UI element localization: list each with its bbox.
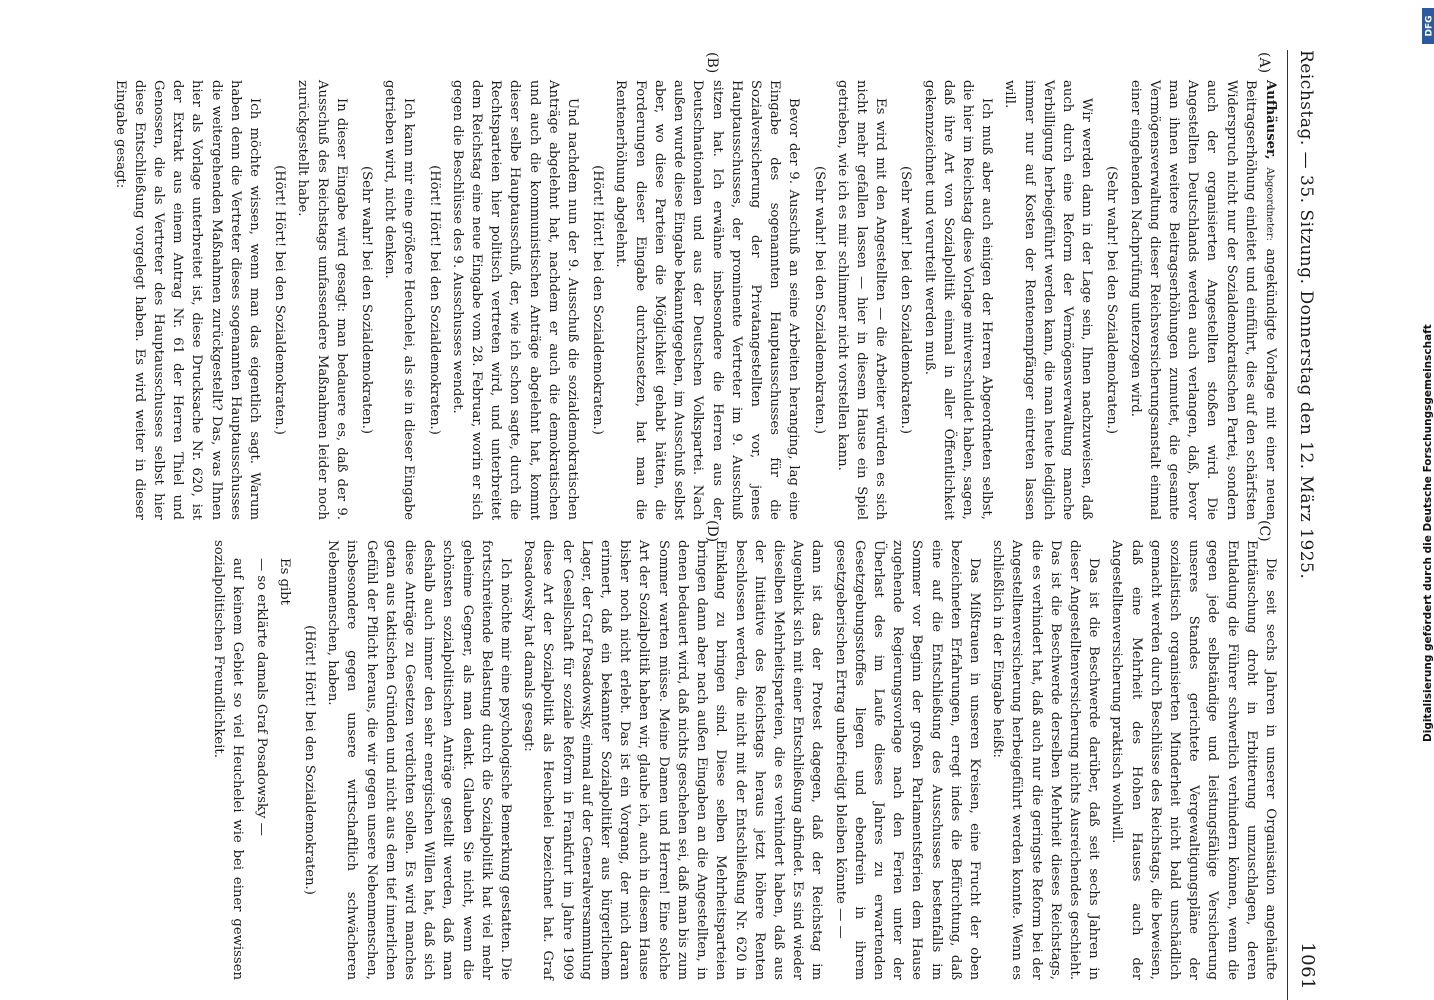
right-column [205, 540, 1280, 980]
speaker-name: Aufhäuser, [1263, 80, 1278, 160]
digitization-credit: Digitalisierung gefördert durch die Deutsche Forschungsgemeinschaft [1422, 324, 1434, 742]
interjection: (Hört! Hört! bei den Sozialdemokraten.) [426, 165, 442, 435]
interjection: (Hört! Hört! bei den Sozialdemokraten.) [590, 165, 606, 435]
closing-line: auf keinem Gebiet so viel Heuchelei wie bei einer gewissen sozialpolitischen Freundlichkeit. [211, 540, 246, 980]
paragraph: Wir werden dann in der Lage sein, Ihnen nachzuweisen, daß auch durch eine Reform der Vermögensverwaltung manche Verbilligung herbeigeführt werden kann, die man heute lediglich immer nur auf Kosten der Rentenempfänger eintreten lassen will. [1002, 80, 1095, 520]
dfg-logo-icon [1422, 8, 1434, 44]
margin-marker-a: (A) [1256, 52, 1272, 74]
header-rule [1287, 50, 1288, 1000]
interjection: (Hört! Hört! bei den Sozialdemokraten.) [302, 625, 318, 895]
paragraph: Ich möchte wissen, wenn man das eigentlich sagt. Warum haben denn die Vertreter dieses sogenannten Hauptausschusses die weitergehenden Maßnahmen zurückgestellt? Das, was Ihnen hier als Vorlage unterbreitet ist, diese Drucksache Nr. 620, ist der Extrakt aus einem Antrag Nr. 61 der Herren Thiel und Genossen, die als Vertreter des Hauptausschusses selbst hier diese Entschließung vorgelegt haben. Es wird weiter in dieser Eingabe gesagt: [112, 80, 263, 520]
paragraph: Und nachdem nun der 9. Ausschuß die sozialdemokratischen Anträge abgelehnt hat, nachdem er auch die demokratischen und auch die kommunistischen Anträge abgelehnt hat, kommt dieser selbe Hauptausschuß, der, wie ich schon sagte, durch die Rechtsparteien hier politisch vertreten wird, und unterbreitet dem Reichstag eine neue Eingabe vom 28. Februar, worin er sich gegen die Beschlüsse des 9. Ausschusses wendet. [449, 80, 581, 520]
running-head: Reichstag. — 35. Sitzung. Donnerstag den 12. März 1925. [1296, 50, 1316, 580]
speaker-paragraph [1125, 80, 1280, 520]
quoted-paragraph: Die seit sechs Jahren in unserer Organisation angehäufte Enttäuschung droht in Erbitterung umzuschlagen, deren Entladung die Führer schwerlich verhindern können, wenn die gegen jede selbständige und leistungsfähige Versicherung unseres Standes gerichtete Vergewaltigungspläne der sozialistisch organisierten Minderheit nicht bald unschädlich gemacht werden durch Beschlüsse des Reichstags, die beweisen, daß eine Mehrheit des Hohen Hauses auch der Angestelltenversicherung praktisch wohlwill. [1109, 540, 1278, 980]
quoted-paragraph: Das Mißtrauen in unseren Kreisen, eine Frucht der oben bezeichneten Erfahrungen, erregt indes die Befürchtung, daß eine auf die Entschließung des Ausschusses bestenfalls im Sommer vor Beginn der großen Parlamentsferien dem Hause zugehende Regierungsvorlage nach den Ferien unter der Überlast des im Laufe dieses Jahres zu erwartenden Gesetzgebungsstoffes liegen und ebendrein in ihrem gesetzgeberischen Ertrag unbefriedigt bleiben könnte — — [832, 540, 982, 980]
paragraph: In dieser Eingabe wird gesagt: man bedauere es, daß der 9. Ausschuß des Reichstags umfassendere Maßnahmen leider noch zurückgestellt habe. [295, 80, 349, 520]
paragraph: Es wird mit den Angestellten — die Arbeiter würden es sich nicht mehr gefallen lassen — hier in diesem Hause ein Spiel getrieben, wie ich es mir schlimmer nicht vorstellen kann. [834, 80, 889, 520]
dfg-logo-text: DFG [1424, 15, 1434, 37]
interjection: (Sehr wahr! bei den Sozialdemokraten.) [359, 166, 375, 434]
paragraph: Ich kann mir eine größere Heuchelei, als sie in dieser Eingabe getrieben wird, nicht denken. [382, 80, 417, 520]
rotated-document-page [90, 50, 1320, 1000]
interjection: (Sehr wahr! bei den Sozialdemokraten.) [1104, 166, 1120, 434]
paragraph: Das ist die Beschwerde darüber, daß seit sechs Jahren in dieser Angestelltenversicherung nichts Ausreichendes geschieht. Das ist die Beschwerde derselben Mehrheit dieses Reichstags, die es verhindert hat, daß auch nur die geringste Reform bei der Angestelltenversicherung herbeigeführt werden konnte. Wenn es schließlich in der Eingabe heißt: [990, 540, 1102, 980]
speaker-note: Abgeordneter: [1264, 167, 1275, 241]
interjection: (Sehr wahr! bei den Sozialdemokraten.) [811, 166, 827, 434]
paragraph: dann ist das der Protest dagegen, daß der Reichstag im Augenblick sich mit einer Entschließung abfindet. Es sind wieder dieselben Mehrheitsparteien, die es verhindert haben, daß aus der Initiative des Reichstags heraus jetzt höhere Renten beschlossen werden, die nicht mit der Entschließung Nr. 620 in Einklang zu bringen sind. Diese selben Mehrheitsparteien bringen dann aber nach außen Eingaben an die Angestellten, in denen bedauert wird, daß nichts geschehen sei, daß man bis zum Sommer warten müsse. Meine Damen und Herren! Eine solche Art der Sozialpolitik haben wir, glaube ich, auch in diesem Hause bisher noch nicht erlebt. Das ist ein Vorgang, der mich daran erinnert, daß ein bekannter Sozialpolitiker aus bürgerlichem Lager, der Graf Posadowsky, einmal auf der Generalversammlung der Gesellschaft für soziale Reform in Frankfurt im Jahre 1909 diese Art der Sozialpolitik als Heuchelei bezeichnet hat. Graf Posadowsky hat damals gesagt: [521, 540, 825, 980]
paragraph: angekündigte Vorlage mit einer neuen Beitragserhöhung einleitet und einführt, dies auf den schärfsten Widerspruch nicht nur der Sozialdemokratischen Partei, sondern auch der organisierten Angestellten stoßen wird. Die Angestellten Deutschlands werden auch verlangen, daß, bevor man ihnen weitere Beitragserhöhungen zumutet, die gesamte Vermögensverwaltung dieser Reichsversicherungsanstalt einmal einer eingehenden Nachprüfung unterzogen wird. [1127, 80, 1278, 520]
left-column [106, 80, 1280, 520]
margin-marker-b: (B) [704, 52, 720, 74]
margin-marker-c: (C) [1256, 520, 1272, 542]
page-header [1290, 50, 1320, 1000]
paragraph: Bevor der 9. Ausschuß an seine Arbeiten heranging, lag eine Eingabe des sogenannten Hauptausschusses für die Sozialversicherung der Privatangestellten vor, jenes Hauptausschusses, der prominente Vertreter im 9. Ausschuß sitzen hat. Ich erwähne insbesondere die Herren aus der Deutschnationalen und aus der Deutschen Volkspartei. Nach außen wurde diese Eingabe bekanntgegeben, im Ausschuß selbst aber, wo diese Parteien die Möglichkeit gehabt hätten, die Forderungen dieser Eingabe durchzusetzen, hat man die Rentenerhöhung abgelehnt. [613, 80, 802, 520]
margin-marker-d: (D) [704, 520, 720, 543]
interjection: (Hört! Hört! bei den Sozialdemokraten.) [272, 165, 288, 435]
closing-line: — so erklärte damals Graf Posadowsky — [253, 558, 269, 836]
interjection: (Sehr wahr! bei den Sozialdemokraten.) [898, 166, 914, 434]
page-number: 1061 [1297, 942, 1318, 990]
quoted-paragraph: Ich möchte mir eine psychologische Bemerkung gestatten. Die fortschreitende Belastung durch die Sozialpolitik hat viel mehr geheime Gegner, als man denkt. Glauben Sie nicht, wenn die schönsten sozialpolitischen Anträge gestellt werden, daß man deshalb auch immer den sehr energischen Willen hat, daß sich diese Anträge zu Gesetzen verdichten sollen. Es wird manches getan aus taktischen Gründen und nicht aus dem tief innerlichen Gefühl der Pflicht heraus, die wir gegen unsere Nebenmenschen, insbesondere gegen unsere wirtschaftlich schwächeren Nebenmenschen, haben. [325, 540, 514, 980]
closing-line: Es gibt [276, 558, 292, 605]
paragraph: Ich muß aber auch einigen der Herren Abgeordneten selbst, die hier im Reichstag diese Vorlage mitverschuldet haben, sagen, daß ihre Art von Sozialpolitik einmal in aller Öffentlichkeit gekennzeichnet und verurteilt werden muß. [921, 80, 995, 520]
